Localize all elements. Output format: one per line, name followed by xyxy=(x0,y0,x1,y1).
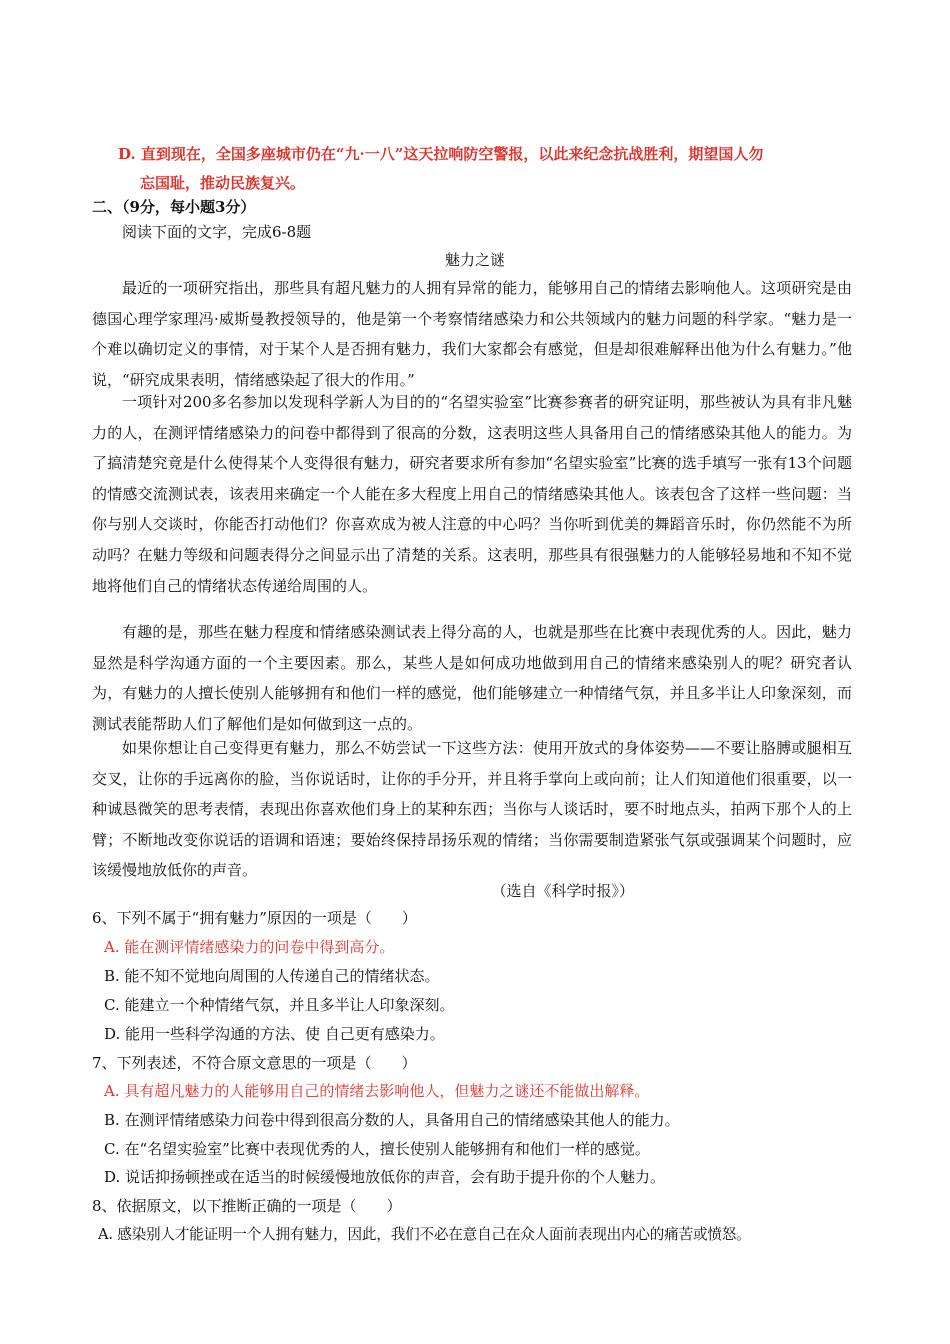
article-title: 魅力之谜 xyxy=(444,251,505,269)
question-6-stem: 6、下列不属于“拥有魅力”原因的一项是（ ） xyxy=(92,909,417,927)
question-6-option-b: B. 能不知不觉地向周围的人传递自己的情绪状态。 xyxy=(104,967,440,985)
question-6-option-c: C. 能建立一个种情绪气氛，并且多半让人印象深刻。 xyxy=(104,996,455,1014)
prev-option-d-line2: 忘国耻，推动民族复兴。 xyxy=(140,174,306,192)
question-7-option-c: C. 在“名望实验室”比赛中表现优秀的人，擅长使别人能够拥有和他们一样的感觉。 xyxy=(104,1140,650,1158)
question-7-stem: 7、下列表述，不符合原文意思的一项是（ ） xyxy=(92,1054,417,1072)
question-8-option-a: A. 感染别人才能证明一个人拥有魅力，因此，我们不必在意自己在众人面前表现出内心的痛苦或愤怒。 xyxy=(98,1226,751,1243)
section-heading: 二、（9分，每小题3分） xyxy=(92,198,256,216)
section-instruction: 阅读下面的文字，完成6-8题 xyxy=(122,223,312,241)
question-7-option-a: A. 具有超凡魅力的人能够用自己的情绪去影响他人，但魅力之谜还不能做出解释。 xyxy=(104,1082,650,1100)
article-paragraph-1: 最近的一项研究指出，那些具有超凡魅力的人拥有异常的能力，能够用自己的情绪去影响他人。这项研究是由德国心理学家理冯·威斯曼教授领导的，他是第一个考察情绪感染力和公共领域内的魅力问题的科学家。“魅力是一个难以确切定义的事情，对于某个人是否拥有魅力，我们大家都会有感觉，但是却很难解释出他为什么有魅力。”他说，“研究成果表明，情绪感染起了很大的作用。” xyxy=(92,279,852,389)
question-7-option-b: B. 在测评情绪感染力问卷中得到很高分数的人，具备用自己的情绪感染其他人的能力。 xyxy=(104,1111,680,1129)
question-7-option-d: D. 说话抑扬顿挫或在适当的时候缓慢地放低你的声音，会有助于提升你的个人魅力。 xyxy=(104,1168,666,1186)
question-8-stem: 8、依据原文，以下推断正确的一项是（ ） xyxy=(92,1197,402,1215)
question-6-option-d: D. 能用一些科学沟通的方法、使 自己更有感染力。 xyxy=(104,1025,445,1043)
article-paragraph-3: 有趣的是，那些在魅力程度和情绪感染测试表上得分高的人，也就是那些在比赛中表现优秀的人。因此，魅力显然是科学沟通方面的一个主要因素。那么，某些人是如何成功地做到用自己的情绪来感染别人的呢？研究者认为，有魅力的人擅长使别人能够拥有和他们一样的感觉，他们能够建立一种情绪气氛，并且多半让人印象深刻，而测试表能帮助人们了解他们是如何做到这一点的。 xyxy=(92,623,852,733)
article-paragraph-4: 如果你想让自己变得更有魅力，那么不妨尝试一下这些方法：使用开放式的身体姿势——不要让胳膊或腿相互交叉，让你的手远离你的脸，当你说话时，让你的手分开，并且将手掌向上或向前；让人们知道他们很重要，以一种诚恳微笑的思考表情，表现出你喜欢他们身上的某种东西；当你与人谈话时，要不时地点头，拍两下那个人的上臂；不断地改变你说话的语调和语速；要始终保持昂扬乐观的情绪；当你需要制造紧张气氛或强调某个问题时，应该缓慢地放低你的声音。 xyxy=(92,739,852,880)
prev-option-d-line1: D. 直到现在，全国多座城市仍在“九·一八”这天拉响防空警报，以此来纪念抗战胜利，期望国人勿 xyxy=(118,145,764,163)
question-6-option-a: A. 能在测评情绪感染力的问卷中得到高分。 xyxy=(104,938,395,956)
article-source: （选自《科学时报》） xyxy=(491,882,634,900)
article-paragraph-2: 一项针对200多名参加以发现科学新人为目的的“名望实验室”比赛参赛者的研究证明，那些被认为具有非凡魅力的人，在测评情绪感染力的问卷中都得到了很高的分数，这表明这些人具备用自己的情绪感染其他人的能力。为了搞清楚究竟是什么使得某个人变得很有魅力，研究者要求所有参加“名望实验室”比赛的选手填写一张有13个问题的情感交流测试表，该表用来确定一个人能在多大程度上用自己的情绪感染其他人。该表包含了这样一些问题：当你与别人交谈时，你能否打动他们？你喜欢成为被人注意的中心吗？当你听到优美的舞蹈音乐时，你仍然能不为所动吗？在魅力等级和问题表得分之间显示出了清楚的关系。这表明，那些具有很强魅力的人能够轻易地和不知不觉地将他们自己的情绪状态传递给周围的人。 xyxy=(92,393,852,595)
